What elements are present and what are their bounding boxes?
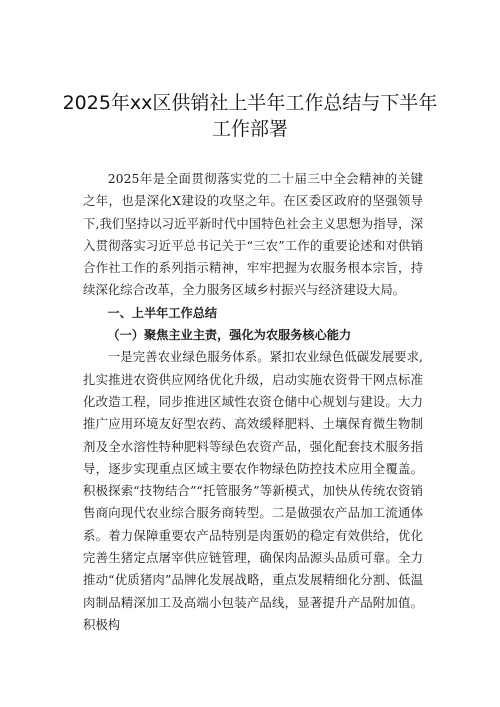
body-paragraph: 一是完善农业绿色服务体系。紧扣农业绿色低碳发展要求,扎实推进农资供应网络优化升级，启动实施农资骨干网点标准化改造工程，同步推进区域性农资仓储中心规划与建设。大力推广应用环境友好型农药、高效缓释肥料、土壤保育微生物制剂及全水溶性特种肥料等绿色农资产品，强化配套技术服务指导，逐步实现重点区域主要农作物绿色防控技术应用全覆盖。积极探索“技物结合”“托管服务”等新模式，加快从传统农资销售商向现代农业综合服务商转型。二是做强农产品加工流通体系。着力保障重要农产品特别是肉蛋奶的稳定有效供给，优化完善生猪定点屠宰供应链管理，确保肉品源头品质可靠。全力推动“优质猪肉”品牌化发展战略，重点发展精细化分割、低温肉制品精深加工及高端小包装产品线，显著提升产品附加值。积极构 xyxy=(83,349,423,632)
intro-paragraph: 2025年是全面贯彻落实党的二十届三中全会精神的关键之年，也是深化X建设的攻坚之年。在区委区政府的坚强领导下,我们坚持以习近平新时代中国特色社会主义思想为指导，深入贯彻落实习近平总书记关于“三农”工作的重要论述和对供销合作社工作的系列指示精神，牢牢把握为农服务根本宗旨，持续深化综合改革，全力服务区域乡村振兴与经济建设大局。 xyxy=(83,171,423,298)
title-line-1: 2025年xx区供销社上半年工作总结与下半年 xyxy=(62,92,438,114)
title-line-2: 工作部署 xyxy=(211,118,288,140)
section-heading: 一、上半年工作总结 xyxy=(107,305,218,320)
document-body xyxy=(83,168,423,636)
document-title xyxy=(60,90,440,142)
subsection-heading: （一）聚焦主业主责，强化为农服务核心能力 xyxy=(107,328,352,343)
